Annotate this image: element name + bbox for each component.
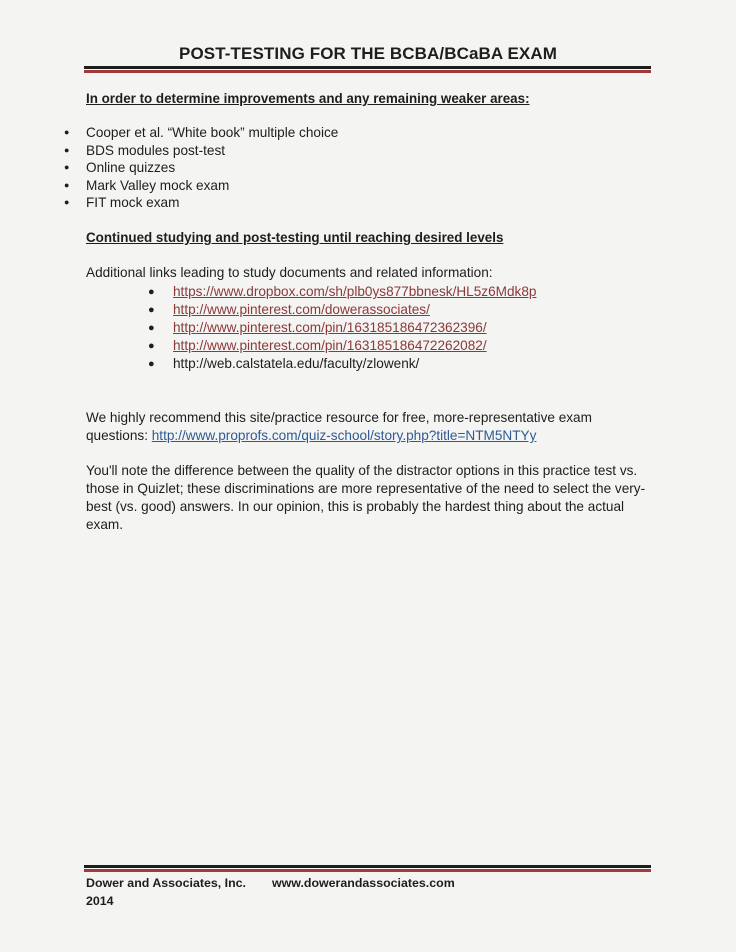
links-intro: Additional links leading to study documents and related information: [86,265,493,280]
bullet-icon: ● [148,358,155,370]
footer-website: www.dowerandassociates.com [272,876,455,890]
bullet-icon: ● [64,179,70,190]
title-divider [84,66,651,73]
list-item: ● Online quizzes [64,160,176,176]
bullet-icon: ● [64,197,70,208]
section-heading-improvements: In order to determine improvements and any remaining weaker areas: [86,91,530,106]
bullet-icon: ● [148,322,155,334]
quizlet-note-paragraph: You'll note the difference between the quality of the distractor options in this practice test vs. those in Quizlet; these discriminations are more representative of the need to select the very-best (vs. good) answers. In our opinion, this is probably the hardest thing about the actual exam. [86,463,646,532]
list-item: ● Mark Valley mock exam [64,177,230,193]
dropbox-link[interactable]: https://www.dropbox.com/sh/plb0ys877bbnesk/HL5z6Mdk8p [173,284,537,299]
list-item: ● BDS modules post-test [64,142,226,158]
bullet-icon: ● [148,340,155,352]
footer-company: Dower and Associates, Inc. [86,876,246,890]
list-item: ● Cooper et al. “White book” multiple choice [64,125,339,140]
bullet-icon: ● [148,304,155,316]
study-resources-list [64,124,338,212]
link-item [148,283,536,301]
section-heading-continued-studying: Continued studying and post-testing until reaching desired levels [86,230,504,245]
bullet-icon: ● [64,144,70,155]
recommend-paragraph [86,409,656,445]
footer-year: 2014 [86,894,114,908]
calstatela-link[interactable]: http://web.calstatela.edu/faculty/zlowenk/ [173,356,420,371]
bullet-icon: ● [148,286,155,298]
link-item [148,319,536,337]
link-item [148,337,536,355]
link-item [148,355,536,373]
list-item: ● FIT mock exam [64,195,180,211]
page-title: POST-TESTING FOR THE BCBA/BCaBA EXAM [179,44,557,63]
footer-divider [84,865,651,872]
proprofs-quiz-link[interactable]: http://www.proprofs.com/quiz-school/story.php?title=NTM5NTYy [151,428,537,443]
bullet-icon: ● [64,162,70,173]
bullet-icon: ● [64,127,70,137]
study-links-list [148,283,536,373]
link-item [148,301,536,319]
recommend-text: We highly recommend this site/practice resource for free, more-representative exam questions: [86,410,592,443]
pinterest-profile-link[interactable]: http://www.pinterest.com/dowerassociates/ [173,302,430,317]
pinterest-pin-link-2[interactable]: http://www.pinterest.com/pin/163185186472262082/ [173,338,487,353]
pinterest-pin-link-1[interactable]: http://www.pinterest.com/pin/163185186472362396/ [173,320,487,335]
